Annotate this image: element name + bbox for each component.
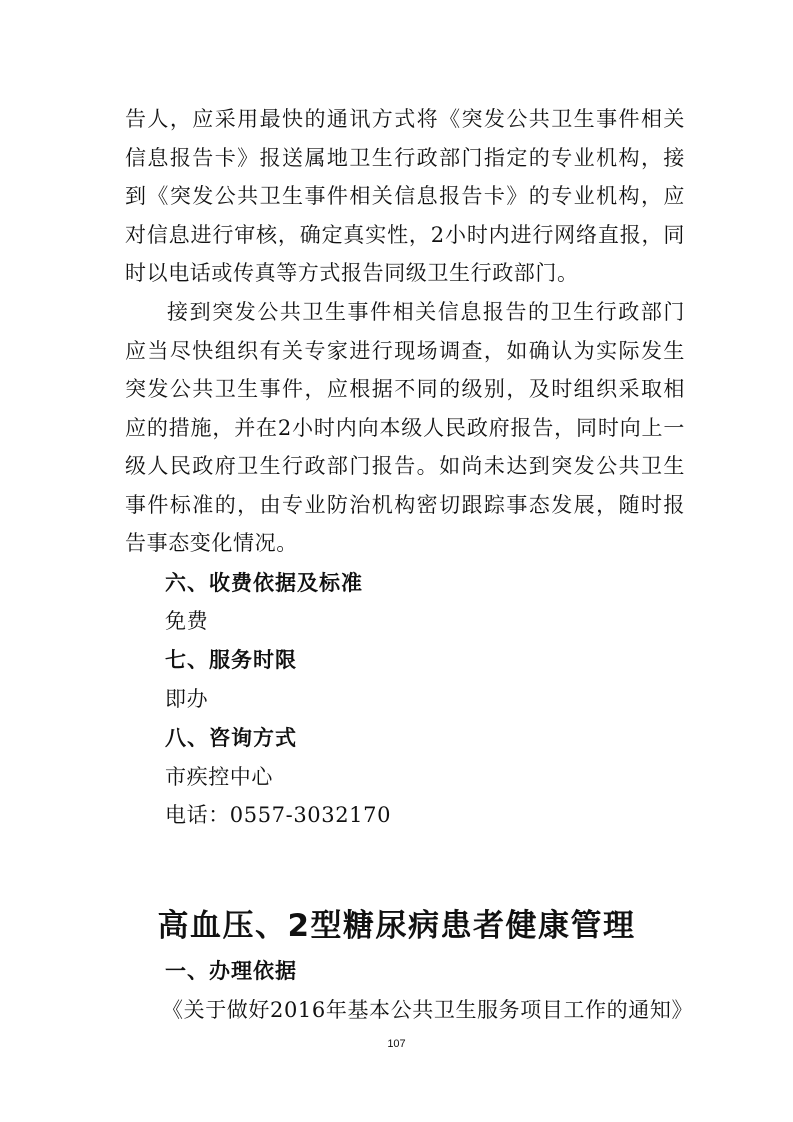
section-heading-fees: 六、收费依据及标准 — [165, 571, 363, 595]
section-heading-basis: 一、办理依据 — [165, 959, 297, 983]
paragraph-investigation: 接到突发公共卫生事件相关信息报告的卫生行政部门应当尽快组织有关专家进行现场调查，如确认为实际发生突发公共卫生事件，应根据不同的级别，及时组织采取相应的措施，并在2小时内向本级人民政府报告，同时向上一级人民政府卫生行政部门报告。如尚未达到突发公共卫生事件标准的，由专业防治机构密切跟踪事态发展，随时报告事态变化情况。 — [125, 300, 685, 555]
section-heading-consultation: 八、咨询方式 — [165, 726, 297, 750]
consultation-phone: 电话：0557-3032170 — [165, 803, 392, 827]
section-text-time-limit: 即办 — [165, 687, 209, 711]
document-title: 高血压、2型糖尿病患者健康管理 — [157, 908, 636, 944]
page-number: 107 — [387, 1038, 406, 1050]
paragraph-report-procedure: 告人，应采用最快的通讯方式将《突发公共卫生事件相关信息报告卡》报送属地卫生行政部门指定的专业机构，接到《突发公共卫生事件相关信息报告卡》的专业机构，应对信息进行审核，确定真实性，2小时内进行网络直报，同时以电话或传真等方式报告同级卫生行政部门。 — [125, 107, 685, 285]
section-heading-time-limit: 七、服务时限 — [165, 648, 297, 672]
consultation-organization: 市疾控中心 — [165, 765, 273, 789]
section-text-basis: 《关于做好2016年基本公共卫生服务项目工作的通知》 — [162, 998, 694, 1022]
section-text-fees: 免费 — [165, 609, 209, 633]
